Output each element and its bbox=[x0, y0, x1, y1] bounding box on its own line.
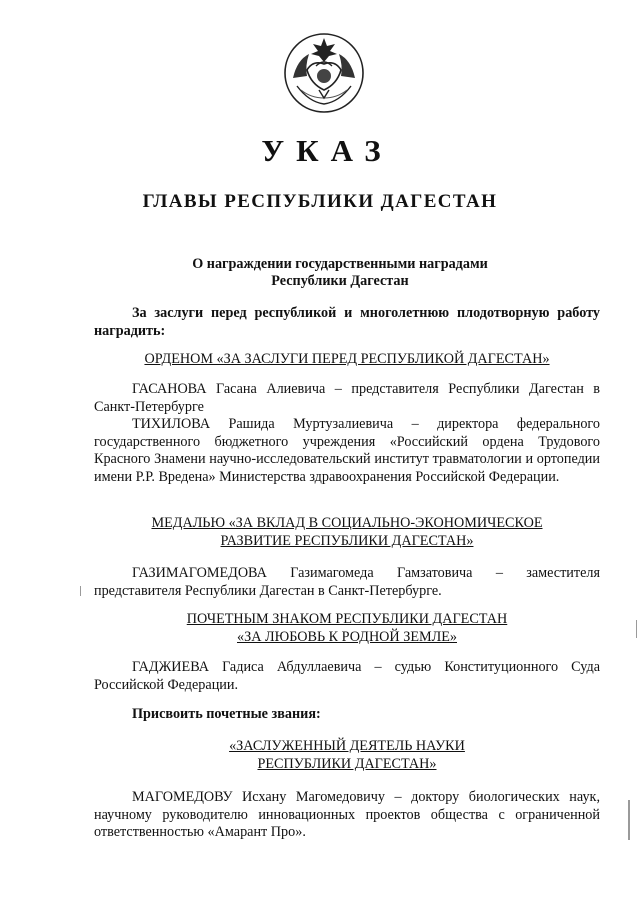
award-entry: ГАСАНОВА Гасана Алиевича – представителя Республики Дагестан в Санкт-Петербурге bbox=[94, 381, 600, 415]
scan-artifact bbox=[80, 586, 81, 596]
document-subtitle: ГЛАВЫ РЕСПУБЛИКИ ДАГЕСТАН bbox=[142, 191, 498, 212]
award-heading-title bbox=[94, 737, 600, 773]
decree-subject bbox=[160, 256, 520, 290]
award-heading-badge-line-1: ПОЧЕТНЫМ ЗНАКОМ РЕСПУБЛИКИ ДАГЕСТАН bbox=[186, 611, 508, 627]
award-heading-medal-line-1: МЕДАЛЬЮ «ЗА ВКЛАД В СОЦИАЛЬНО-ЭКОНОМИЧЕСКОЕ bbox=[151, 515, 543, 531]
award-heading-badge bbox=[94, 610, 600, 646]
award-entry: ГАДЖИЕВА Гадиса Абдуллаевича – судью Конституционного Суда Российской Федерации. bbox=[94, 659, 600, 693]
subject-line-2: Республики Дагестан bbox=[271, 273, 409, 289]
award-heading-medal-line-2: РАЗВИТИЕ РЕСПУБЛИКИ ДАГЕСТАН» bbox=[220, 533, 474, 549]
scan-artifact bbox=[636, 620, 637, 638]
scan-artifact bbox=[628, 800, 630, 840]
coat-of-arms-emblem bbox=[283, 32, 365, 114]
titles-intro: Присвоить почетные звания: bbox=[132, 706, 321, 722]
award-heading-title-line-2: РЕСПУБЛИКИ ДАГЕСТАН» bbox=[257, 756, 437, 772]
award-heading-order-text: ОРДЕНОМ «ЗА ЗАСЛУГИ ПЕРЕД РЕСПУБЛИКОЙ ДАГЕСТАН» bbox=[144, 351, 550, 367]
award-entry: ТИХИЛОВА Рашида Муртузалиевича – директора федерального государственного бюджетного учреждения «Российский ордена Трудового Красного Знамени научно-исследовательский институт травматологии и ортопедии имени Р.Р. Вредена» Министерства здравоохранения Российской Федерации. bbox=[94, 416, 600, 485]
intro-paragraph: За заслуги перед республикой и многолетнюю плодотворную работу наградить: bbox=[94, 305, 600, 339]
document-title: УКАЗ bbox=[261, 133, 393, 168]
award-heading-order bbox=[94, 350, 600, 368]
award-heading-badge-line-2: «ЗА ЛЮБОВЬ К РОДНОЙ ЗЕМЛЕ» bbox=[237, 629, 457, 645]
award-heading-medal bbox=[94, 514, 600, 550]
award-heading-title-line-1: «ЗАСЛУЖЕННЫЙ ДЕЯТЕЛЬ НАУКИ bbox=[229, 738, 465, 754]
subject-line-1: О награждении государственными наградами bbox=[192, 256, 488, 272]
award-entry: ГАЗИМАГОМЕДОВА Газимагомеда Гамзатовича – заместителя представителя Республики Дагестан в Санкт-Петербурге. bbox=[94, 565, 600, 599]
award-entry: МАГОМЕДОВУ Исхану Магомедовичу – доктору биологических наук, научному руководителю инновационных проектов общества с ограниченной ответственностью «Амарант Про». bbox=[94, 789, 600, 840]
